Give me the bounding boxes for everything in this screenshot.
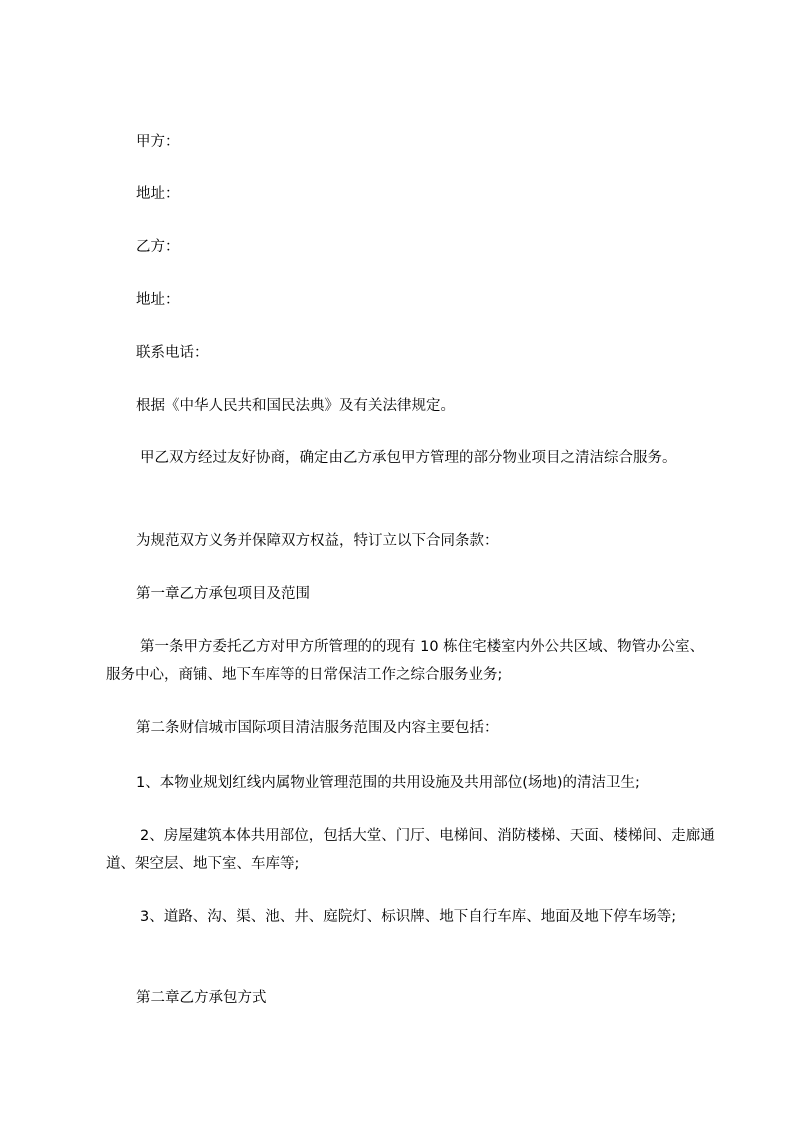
party-b-label: 乙方：	[136, 239, 180, 255]
chapter-2-heading: 第二章乙方承包方式	[136, 990, 267, 1006]
scope-item-3: 3、道路、沟、渠、池、井、庭院灯、标识牌、地下自行车库、地面及地下停车场等;	[140, 909, 677, 925]
party-b-address-label: 地址：	[136, 292, 180, 308]
article-2-paragraph: 第二条财信城市国际项目清洁服务范围及内容主要包括：	[136, 720, 499, 736]
chapter-1-heading: 第一章乙方承包项目及范围	[136, 586, 310, 602]
article-1-paragraph: 第一条甲方委托乙方对甲方所管理的的现有 10 栋住宅楼室内外公共区域、物管办公室、服务中心，商铺、地下车库等的日常保洁工作之综合服务业务;	[106, 639, 705, 683]
agreement-paragraph: 甲乙双方经过友好协商，确定由乙方承包甲方管理的部分物业项目之清洁综合服务。	[140, 450, 677, 466]
party-a-address-label: 地址：	[136, 186, 180, 202]
phone-label: 联系电话：	[136, 345, 209, 361]
legal-basis-paragraph: 根据《中华人民共和国民法典》及有关法律规定。	[136, 398, 455, 414]
party-a-label: 甲方：	[136, 134, 180, 150]
purpose-paragraph: 为规范双方义务并保障双方权益，特订立以下合同条款：	[136, 533, 499, 549]
scope-item-2: 2、房屋建筑本体共用部位，包括大堂、门厅、电梯间、消防楼梯、天面、楼梯间、走廊通道、架空层、地下室、车库等;	[106, 828, 715, 872]
scope-item-1: 1、本物业规划红线内属物业管理范围的共用设施及共用部位(场地)的清洁卫生;	[136, 775, 640, 791]
